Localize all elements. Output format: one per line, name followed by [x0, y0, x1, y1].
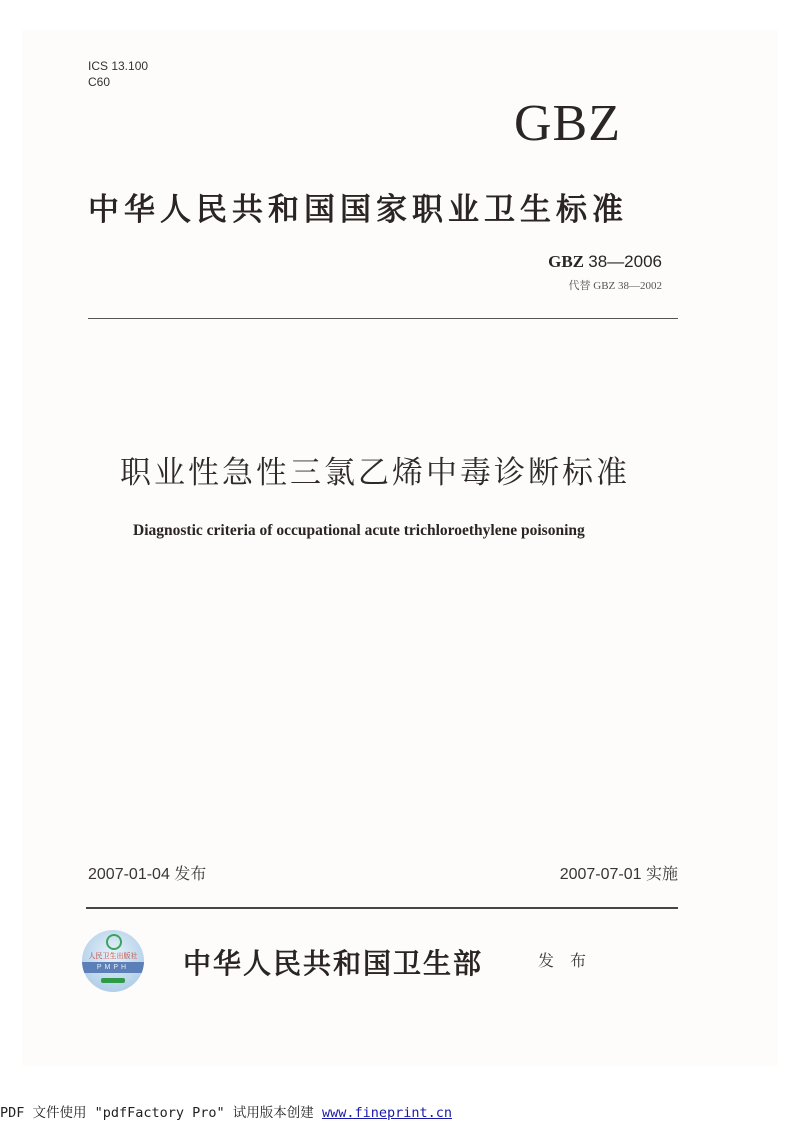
dates-divider	[86, 907, 678, 909]
issue-date: 2007-01-04 发布	[88, 866, 207, 883]
publisher-logo	[82, 930, 144, 992]
issuing-action: 发 布	[538, 953, 593, 970]
logo-text: 人民卫生出版社	[88, 952, 138, 960]
series-mark: GBZ	[514, 95, 621, 152]
document-title-cn: 职业性急性三氯乙烯中毒诊断标准	[120, 455, 630, 491]
standard-code	[548, 252, 662, 272]
ccs-code: C60	[88, 75, 111, 89]
logo-badge	[101, 978, 125, 983]
pdf-footer	[0, 1101, 452, 1121]
standard-code-number: 38—2006	[588, 252, 662, 271]
issuing-authority: 中华人民共和国卫生部	[183, 949, 484, 980]
header-divider	[88, 318, 678, 319]
ics-code: ICS 13.100	[88, 59, 149, 73]
effective-date: 2007-07-01 实施	[559, 866, 678, 883]
document-page	[22, 30, 778, 1066]
classification-codes	[88, 58, 148, 90]
logo-emblem-icon	[106, 934, 122, 950]
national-standard-title: 中华人民共和国国家职业卫生标准	[88, 192, 628, 227]
logo-abbr: PMPH	[82, 962, 144, 973]
standard-code-prefix: GBZ	[548, 252, 585, 271]
document-title-en: Diagnostic criteria of occupational acute trichloroethylene poisoning	[133, 522, 585, 539]
footer-text: PDF 文件使用 "pdfFactory Pro" 试用版本创建	[0, 1105, 322, 1121]
replaces-note: 代替 GBZ 38—2002	[568, 280, 662, 292]
footer-link[interactable]: www.fineprint.cn	[321, 1105, 452, 1121]
